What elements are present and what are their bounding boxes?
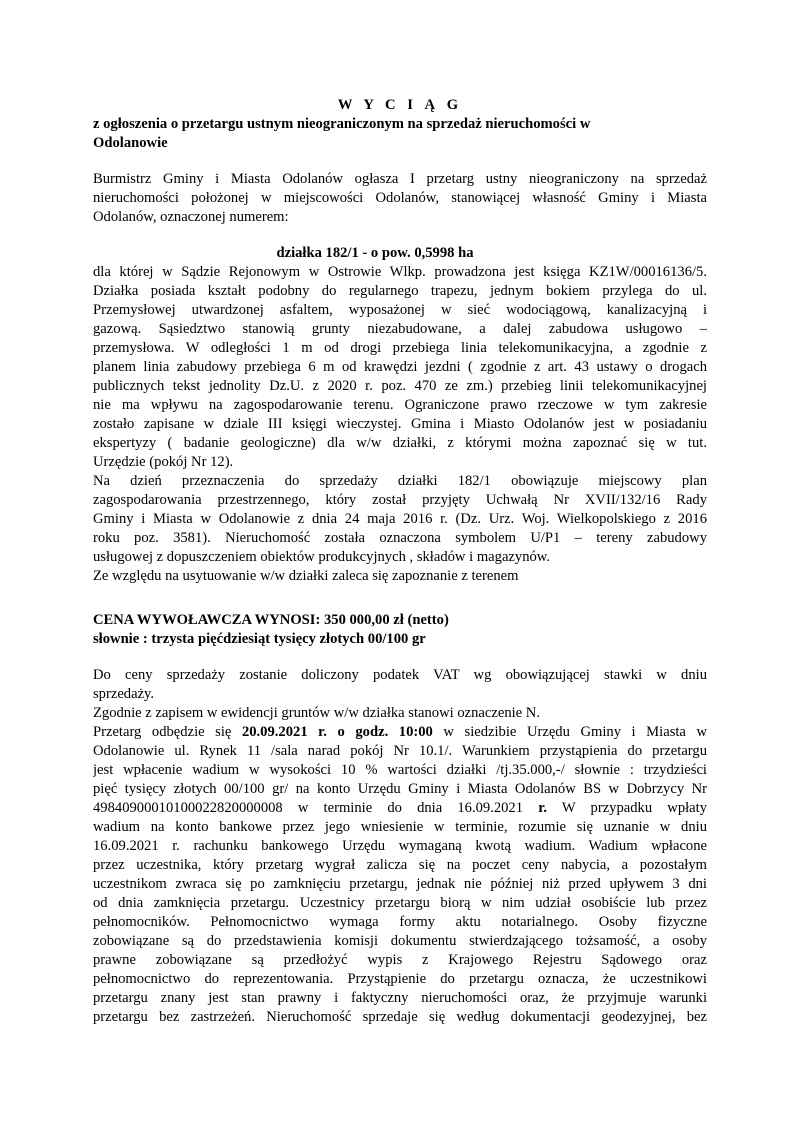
intro-paragraph bbox=[93, 170, 707, 227]
auction-paragraph bbox=[93, 723, 707, 1027]
text-segment: W przypadku wpłaty bbox=[546, 800, 707, 816]
deposit-deadline-line bbox=[93, 799, 707, 818]
text-line: Burmistrz Gminy i Miasta Odolanów ogłasza I przetarg ustny nieograniczony na sprzedaż bbox=[93, 171, 707, 187]
text-line: Odolanowie ul. Rynek 11 /sala narad pokój Nr 10.1/. Warunkiem przystąpienia do przetargu bbox=[93, 743, 707, 759]
text-line: dla której w Sądzie Rejonowym w Ostrowie Wlkp. prowadzona jest księga KZ1W/00016136/5. bbox=[93, 264, 707, 280]
text-line: pełnomocników. Pełnomocnictwo wymaga formy aktu notarialnego. Osoby fizyczne bbox=[93, 914, 707, 930]
text-line: publicznych tekst jednolity Dz.U. z 2020 r. poz. 470 ze zm.) przebieg linii telekomunikacyjnej bbox=[93, 378, 707, 394]
starting-price: CENA WYWOŁAWCZA WYNOSI: 350 000,00 zł (netto) bbox=[93, 612, 449, 628]
text-line: zostało zapisane w dziale III księgi wieczystej. Gmina i Miasto Odolanów jest w posiadaniu bbox=[93, 416, 707, 432]
text-line: sprzedaży. bbox=[93, 686, 155, 702]
vat-paragraph bbox=[93, 666, 707, 723]
subtitle-line: Odolanowie bbox=[93, 135, 168, 151]
text-line: Przemysłowej utwardzonej asfaltem, wyposażonej w sieć wodociągową, kanalizacyjną i bbox=[93, 302, 707, 318]
text-line: prawne zobowiązane są przedłożyć wypis z Krajowego Rejestru Sądowego oraz bbox=[93, 952, 707, 968]
text-segment-bold: r. bbox=[538, 800, 547, 816]
text-line: jest wpłacenie wadium w wysokości 10 % wartości działki /tj.35.000,-/ słownie : trzydzieści bbox=[93, 762, 707, 778]
auction-date: 20.09.2021 r. o godz. 10:00 bbox=[241, 724, 433, 740]
text-line: zobowiązane są do przedstawienia komisji dokumentu stwierdzającego tożsamość, a osoby bbox=[93, 933, 707, 949]
text-line: pięć tysięcy złotych 00/100 gr/ na konto Urzędu Gminy i Miasta Odolanów BS w Dobrzycy Nr bbox=[93, 781, 707, 797]
price-in-words: słownie : trzysta pięćdziesiąt tysięcy złotych 00/100 gr bbox=[93, 631, 426, 647]
text-line: planem linia zabudowy przebiega 6 m od krawędzi jezdni ( zgodnie z art. 43 ustawy o drogach bbox=[93, 359, 707, 375]
text-line: Odolanów, oznaczonej numerem: bbox=[93, 209, 289, 225]
text-line: roku poz. 3581). Nieruchomość została oznaczona symbolem U/P1 – tereny zabudowy bbox=[93, 530, 707, 546]
text-line: przetargu bez zastrzeżeń. Nieruchomość sprzedaje się według dokumentacji geodezyjnej, bez bbox=[93, 1009, 707, 1025]
text-line: usługowej z dopuszczeniem obiektów produkcyjnych , składów i magazynów. bbox=[93, 549, 551, 565]
price-section bbox=[93, 611, 707, 649]
text-line: przez uczestnika, który przetarg wygrał zalicza się na poczet ceny nabycia, a pozostałym bbox=[93, 857, 707, 873]
text-line: wadium na konto bankowe przez jego wniesienie w terminie, rozumie się uznanie w dniu bbox=[93, 819, 707, 835]
text-segment: w siedzibie Urzędu Gminy i Miasta w bbox=[432, 724, 707, 740]
description-paragraph bbox=[93, 263, 707, 586]
text-line: nie ma wpływu na zagospodarowanie terenu. Ograniczone prawo rzeczowe w tym zakresie bbox=[93, 397, 707, 413]
text-line: Gminy i Miasta w Odolanowie z dnia 24 maja 2016 r. (Dz. Urz. Woj. Wielkopolskiego z 2016 bbox=[93, 511, 707, 527]
text-line: pełnomocnictwo do reprezentowania. Przystąpienie do przetargu oznacza, że uczestnikowi bbox=[93, 971, 707, 987]
text-segment: Przetarg odbędzie się bbox=[93, 724, 242, 740]
text-line: gazową. Sąsiedztwo stanowią grunty niezabudowane, a dalej zabudowa usługowo – bbox=[93, 321, 707, 337]
text-line: przetargu znany jest stan prawny i faktyczny nieruchomości oraz, że przyjmuje warunki bbox=[93, 990, 707, 1006]
text-line: Do ceny sprzedaży zostanie doliczony podatek VAT wg obowiązującej stawki w dniu bbox=[93, 667, 707, 683]
text-line: zagospodarowania przestrzennego, który został przyjęty Uchwałą Nr XVII/132/16 Rady bbox=[93, 492, 707, 508]
text-line: Działka posiada kształt podobny do regularnego trapezu, jednym bokiem przylega do ul. bbox=[93, 283, 707, 299]
text-line: Zgodnie z zapisem w ewidencji gruntów w/w działka stanowi oznaczenie N. bbox=[93, 705, 540, 721]
text-line: 16.09.2021 r. rachunku bankowego Urzędu wymaganą kwotą wadium. Wadium wpłacone bbox=[93, 838, 707, 854]
text-line: od dnia zamknięcia przetargu. Uczestnicy przetargu biorą w nim udział osobiście lub przez bbox=[93, 895, 707, 911]
document-subtitle bbox=[93, 115, 707, 153]
text-segment: 49840900010100022820000008 w terminie do dnia 16.09.2021 bbox=[93, 800, 539, 816]
text-line: Na dzień przeznaczenia do sprzedaży działki 182/1 obowiązuje miejscowy plan bbox=[93, 473, 707, 489]
subtitle-line: z ogłoszenia o przetargu ustnym nieograniczonym na sprzedaż nieruchomości w bbox=[93, 116, 591, 132]
plot-heading: działka 182/1 - o pow. 0,5998 ha bbox=[276, 245, 474, 261]
text-line: uczestnikom zwraca się po zamknięciu przetargu, jednak nie później niż przed upływem 3 dni bbox=[93, 876, 707, 892]
document-title: W Y C I Ą G bbox=[337, 97, 463, 113]
text-line: przemysłowa. W odległości 1 m od drogi przebiega linia telekomunikacyjna, a zgodnie z bbox=[93, 340, 707, 356]
text-line: Urzędzie (pokój Nr 12). bbox=[93, 454, 234, 470]
text-line: ekspertyzy ( badanie geologiczne) dla w/w działki, z którymi można zapoznać się w tut. bbox=[93, 435, 707, 451]
auction-date-line bbox=[93, 723, 707, 742]
text-line: nieruchomości położonej w miejscowości Odolanów, stanowiącej własność Gminy i Miasta bbox=[93, 190, 707, 206]
text-line: Ze względu na usytuowanie w/w działki zaleca się zapoznanie z terenem bbox=[93, 568, 519, 584]
